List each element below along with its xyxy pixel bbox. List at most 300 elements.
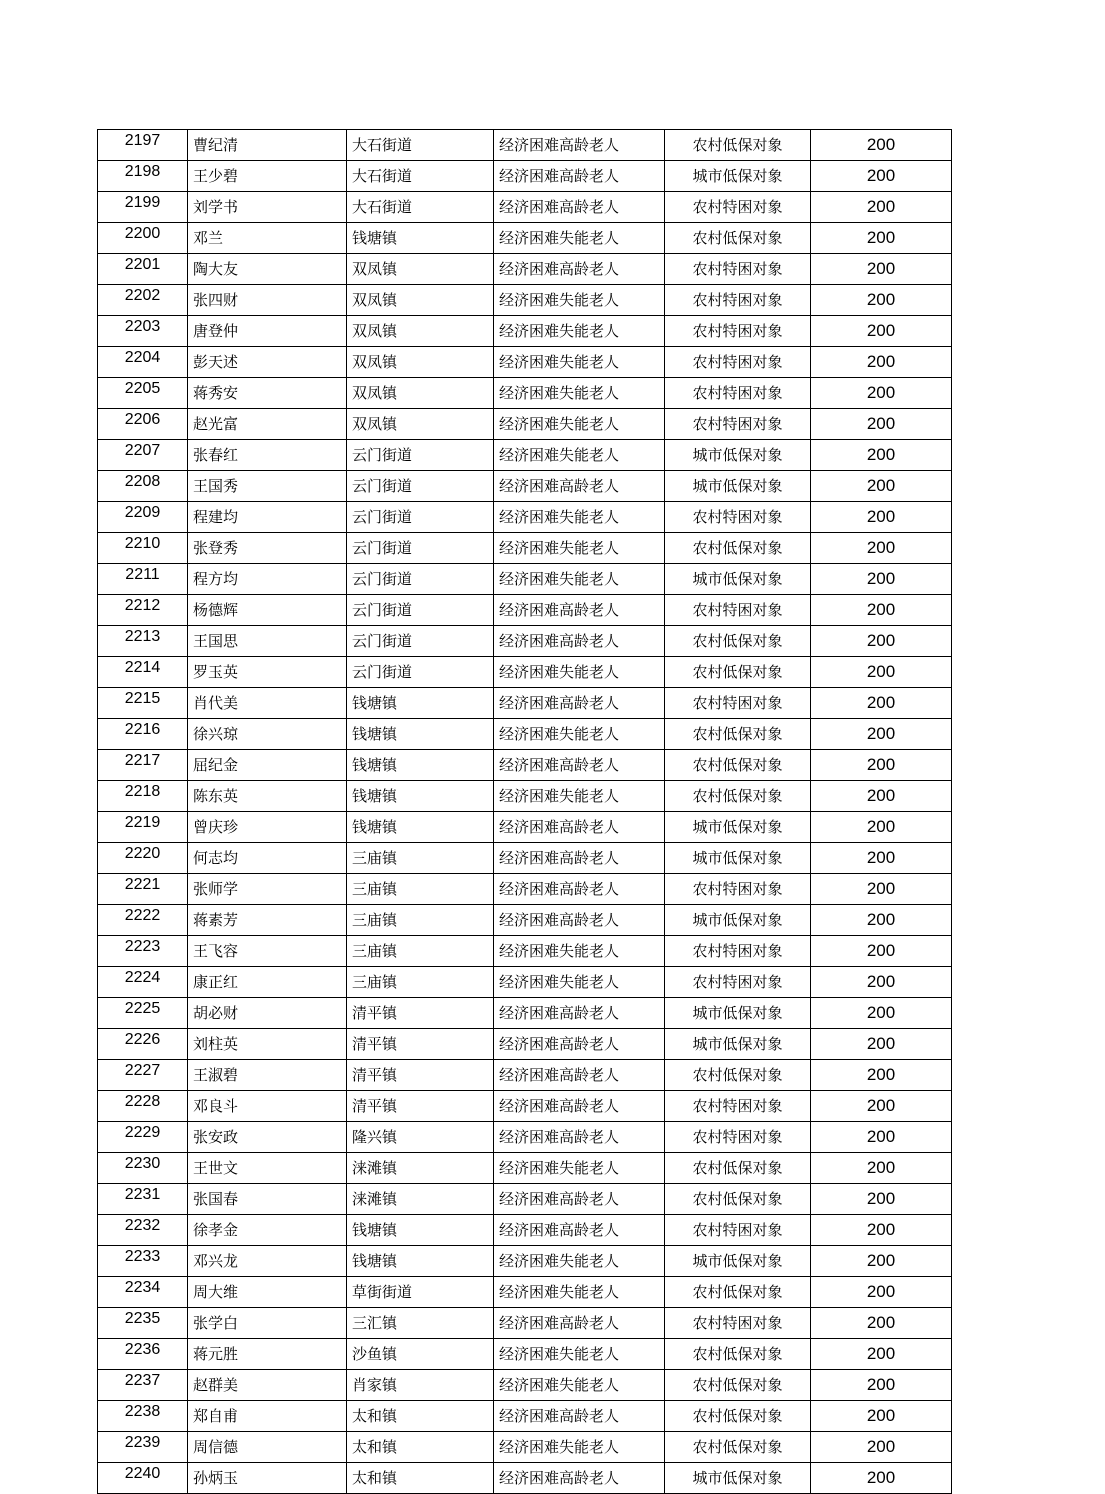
table-row [98, 1370, 952, 1401]
town-cell: 双凤镇 [347, 285, 494, 316]
table-row [98, 409, 952, 440]
name-cell: 彭天述 [188, 347, 347, 378]
recipient-category-cell: 城市低保对象 [665, 1029, 811, 1060]
amount-cell: 200 [811, 254, 952, 285]
row-number-cell: 2226 [98, 1029, 188, 1060]
table-row [98, 161, 952, 192]
amount-cell: 200 [811, 409, 952, 440]
assistance-type-cell: 经济困难高龄老人 [494, 1029, 665, 1060]
town-cell: 云门街道 [347, 626, 494, 657]
name-cell: 徐兴琼 [188, 719, 347, 750]
table-row [98, 1122, 952, 1153]
row-number-cell: 2219 [98, 812, 188, 843]
assistance-type-cell: 经济困难高龄老人 [494, 595, 665, 626]
row-number-cell: 2236 [98, 1339, 188, 1370]
recipient-category-cell: 城市低保对象 [665, 1246, 811, 1277]
town-cell: 云门街道 [347, 471, 494, 502]
table-row [98, 1308, 952, 1339]
amount-cell: 200 [811, 285, 952, 316]
recipient-category-cell: 农村特困对象 [665, 688, 811, 719]
name-cell: 邓兴龙 [188, 1246, 347, 1277]
name-cell: 王飞容 [188, 936, 347, 967]
row-number-cell: 2232 [98, 1215, 188, 1246]
amount-cell: 200 [811, 1246, 952, 1277]
name-cell: 郑自甫 [188, 1401, 347, 1432]
table-row [98, 998, 952, 1029]
row-number-cell: 2225 [98, 998, 188, 1029]
recipient-category-cell: 农村低保对象 [665, 223, 811, 254]
row-number-cell: 2212 [98, 595, 188, 626]
town-cell: 清平镇 [347, 998, 494, 1029]
town-cell: 三庙镇 [347, 936, 494, 967]
town-cell: 云门街道 [347, 564, 494, 595]
assistance-type-cell: 经济困难高龄老人 [494, 192, 665, 223]
amount-cell: 200 [811, 192, 952, 223]
amount-cell: 200 [811, 130, 952, 161]
table-row [98, 967, 952, 998]
row-number-cell: 2217 [98, 750, 188, 781]
town-cell: 涞滩镇 [347, 1153, 494, 1184]
name-cell: 肖代美 [188, 688, 347, 719]
assistance-type-cell: 经济困难失能老人 [494, 967, 665, 998]
row-number-cell: 2223 [98, 936, 188, 967]
name-cell: 王国思 [188, 626, 347, 657]
table-row [98, 719, 952, 750]
town-cell: 钱塘镇 [347, 688, 494, 719]
town-cell: 双凤镇 [347, 316, 494, 347]
town-cell: 双凤镇 [347, 409, 494, 440]
assistance-type-cell: 经济困难失能老人 [494, 1432, 665, 1463]
row-number-cell: 2206 [98, 409, 188, 440]
table-body [98, 130, 952, 1494]
row-number-cell: 2197 [98, 130, 188, 161]
amount-cell: 200 [811, 1184, 952, 1215]
amount-cell: 200 [811, 1215, 952, 1246]
recipient-category-cell: 农村特困对象 [665, 1215, 811, 1246]
table-row [98, 1401, 952, 1432]
recipient-category-cell: 农村特困对象 [665, 378, 811, 409]
row-number-cell: 2237 [98, 1370, 188, 1401]
amount-cell: 200 [811, 471, 952, 502]
recipient-category-cell: 农村低保对象 [665, 1060, 811, 1091]
assistance-type-cell: 经济困难失能老人 [494, 1246, 665, 1277]
name-cell: 杨德辉 [188, 595, 347, 626]
recipient-category-cell: 农村特困对象 [665, 347, 811, 378]
table-row [98, 936, 952, 967]
amount-cell: 200 [811, 161, 952, 192]
name-cell: 康正红 [188, 967, 347, 998]
amount-cell: 200 [811, 347, 952, 378]
assistance-type-cell: 经济困难失能老人 [494, 1153, 665, 1184]
table-row [98, 626, 952, 657]
amount-cell: 200 [811, 595, 952, 626]
row-number-cell: 2218 [98, 781, 188, 812]
table-row [98, 750, 952, 781]
recipient-category-cell: 农村特困对象 [665, 285, 811, 316]
row-number-cell: 2240 [98, 1463, 188, 1494]
town-cell: 大石街道 [347, 192, 494, 223]
recipient-category-cell: 农村低保对象 [665, 1401, 811, 1432]
name-cell: 邓兰 [188, 223, 347, 254]
recipient-category-cell: 农村低保对象 [665, 1184, 811, 1215]
amount-cell: 200 [811, 719, 952, 750]
name-cell: 赵群美 [188, 1370, 347, 1401]
town-cell: 钱塘镇 [347, 750, 494, 781]
recipient-category-cell: 城市低保对象 [665, 471, 811, 502]
town-cell: 太和镇 [347, 1432, 494, 1463]
name-cell: 刘柱英 [188, 1029, 347, 1060]
name-cell: 程建均 [188, 502, 347, 533]
amount-cell: 200 [811, 874, 952, 905]
row-number-cell: 2239 [98, 1432, 188, 1463]
row-number-cell: 2215 [98, 688, 188, 719]
assistance-type-cell: 经济困难高龄老人 [494, 688, 665, 719]
name-cell: 陶大友 [188, 254, 347, 285]
name-cell: 王淑碧 [188, 1060, 347, 1091]
town-cell: 沙鱼镇 [347, 1339, 494, 1370]
row-number-cell: 2235 [98, 1308, 188, 1339]
row-number-cell: 2238 [98, 1401, 188, 1432]
row-number-cell: 2228 [98, 1091, 188, 1122]
recipient-category-cell: 城市低保对象 [665, 1463, 811, 1494]
table-row [98, 378, 952, 409]
amount-cell: 200 [811, 223, 952, 254]
town-cell: 云门街道 [347, 502, 494, 533]
recipient-category-cell: 农村特困对象 [665, 936, 811, 967]
row-number-cell: 2224 [98, 967, 188, 998]
table-row [98, 1029, 952, 1060]
town-cell: 云门街道 [347, 533, 494, 564]
assistance-type-cell: 经济困难高龄老人 [494, 750, 665, 781]
row-number-cell: 2216 [98, 719, 188, 750]
name-cell: 蒋元胜 [188, 1339, 347, 1370]
town-cell: 双凤镇 [347, 378, 494, 409]
row-number-cell: 2198 [98, 161, 188, 192]
assistance-type-cell: 经济困难高龄老人 [494, 874, 665, 905]
name-cell: 蒋素芳 [188, 905, 347, 936]
row-number-cell: 2221 [98, 874, 188, 905]
table-row [98, 657, 952, 688]
amount-cell: 200 [811, 440, 952, 471]
assistance-type-cell: 经济困难高龄老人 [494, 1091, 665, 1122]
name-cell: 何志均 [188, 843, 347, 874]
town-cell: 大石街道 [347, 130, 494, 161]
row-number-cell: 2210 [98, 533, 188, 564]
table-row [98, 1060, 952, 1091]
assistance-type-cell: 经济困难失能老人 [494, 719, 665, 750]
assistance-type-cell: 经济困难高龄老人 [494, 1463, 665, 1494]
row-number-cell: 2230 [98, 1153, 188, 1184]
recipient-category-cell: 城市低保对象 [665, 564, 811, 595]
assistance-type-cell: 经济困难失能老人 [494, 564, 665, 595]
table-row [98, 1184, 952, 1215]
row-number-cell: 2213 [98, 626, 188, 657]
town-cell: 肖家镇 [347, 1370, 494, 1401]
assistance-type-cell: 经济困难失能老人 [494, 409, 665, 440]
town-cell: 钱塘镇 [347, 812, 494, 843]
recipient-category-cell: 农村特困对象 [665, 595, 811, 626]
row-number-cell: 2222 [98, 905, 188, 936]
assistance-type-cell: 经济困难高龄老人 [494, 998, 665, 1029]
name-cell: 程方均 [188, 564, 347, 595]
table-row [98, 347, 952, 378]
recipient-category-cell: 农村特困对象 [665, 502, 811, 533]
recipient-category-cell: 农村低保对象 [665, 533, 811, 564]
town-cell: 清平镇 [347, 1060, 494, 1091]
assistance-type-cell: 经济困难高龄老人 [494, 1184, 665, 1215]
amount-cell: 200 [811, 843, 952, 874]
assistance-type-cell: 经济困难高龄老人 [494, 1401, 665, 1432]
name-cell: 邓良斗 [188, 1091, 347, 1122]
name-cell: 张登秀 [188, 533, 347, 564]
table-row [98, 471, 952, 502]
table-row [98, 285, 952, 316]
name-cell: 张春红 [188, 440, 347, 471]
assistance-type-cell: 经济困难失能老人 [494, 285, 665, 316]
assistance-type-cell: 经济困难高龄老人 [494, 812, 665, 843]
table-row [98, 130, 952, 161]
assistance-type-cell: 经济困难高龄老人 [494, 1060, 665, 1091]
amount-cell: 200 [811, 1277, 952, 1308]
assistance-type-cell: 经济困难高龄老人 [494, 1122, 665, 1153]
town-cell: 隆兴镇 [347, 1122, 494, 1153]
recipient-category-cell: 农村低保对象 [665, 1370, 811, 1401]
town-cell: 清平镇 [347, 1091, 494, 1122]
assistance-type-cell: 经济困难失能老人 [494, 533, 665, 564]
amount-cell: 200 [811, 905, 952, 936]
name-cell: 张学白 [188, 1308, 347, 1339]
table-row [98, 688, 952, 719]
amount-cell: 200 [811, 1029, 952, 1060]
assistance-type-cell: 经济困难失能老人 [494, 223, 665, 254]
town-cell: 钱塘镇 [347, 1215, 494, 1246]
table-row [98, 874, 952, 905]
assistance-type-cell: 经济困难高龄老人 [494, 843, 665, 874]
town-cell: 太和镇 [347, 1463, 494, 1494]
assistance-type-cell: 经济困难失能老人 [494, 378, 665, 409]
town-cell: 草街街道 [347, 1277, 494, 1308]
amount-cell: 200 [811, 812, 952, 843]
recipient-category-cell: 农村特困对象 [665, 316, 811, 347]
row-number-cell: 2234 [98, 1277, 188, 1308]
recipient-category-cell: 城市低保对象 [665, 161, 811, 192]
assistance-type-cell: 经济困难失能老人 [494, 1277, 665, 1308]
row-number-cell: 2205 [98, 378, 188, 409]
assistance-type-cell: 经济困难失能老人 [494, 1370, 665, 1401]
town-cell: 云门街道 [347, 657, 494, 688]
name-cell: 罗玉英 [188, 657, 347, 688]
name-cell: 屈纪金 [188, 750, 347, 781]
name-cell: 曹纪清 [188, 130, 347, 161]
town-cell: 太和镇 [347, 1401, 494, 1432]
name-cell: 曾庆珍 [188, 812, 347, 843]
table-row [98, 1463, 952, 1494]
row-number-cell: 2229 [98, 1122, 188, 1153]
recipient-category-cell: 城市低保对象 [665, 812, 811, 843]
recipient-category-cell: 农村低保对象 [665, 657, 811, 688]
row-number-cell: 2204 [98, 347, 188, 378]
name-cell: 唐登仲 [188, 316, 347, 347]
assistance-type-cell: 经济困难失能老人 [494, 440, 665, 471]
table-row [98, 595, 952, 626]
town-cell: 三庙镇 [347, 967, 494, 998]
amount-cell: 200 [811, 378, 952, 409]
recipient-category-cell: 农村特困对象 [665, 1122, 811, 1153]
recipient-category-cell: 城市低保对象 [665, 998, 811, 1029]
amount-cell: 200 [811, 1370, 952, 1401]
town-cell: 双凤镇 [347, 347, 494, 378]
amount-cell: 200 [811, 1060, 952, 1091]
table-row [98, 1246, 952, 1277]
town-cell: 钱塘镇 [347, 781, 494, 812]
table-row [98, 1215, 952, 1246]
table-row [98, 1339, 952, 1370]
amount-cell: 200 [811, 1091, 952, 1122]
table-row [98, 192, 952, 223]
amount-cell: 200 [811, 688, 952, 719]
assistance-type-cell: 经济困难失能老人 [494, 347, 665, 378]
name-cell: 蒋秀安 [188, 378, 347, 409]
amount-cell: 200 [811, 316, 952, 347]
name-cell: 陈东英 [188, 781, 347, 812]
amount-cell: 200 [811, 750, 952, 781]
amount-cell: 200 [811, 502, 952, 533]
recipient-category-cell: 城市低保对象 [665, 905, 811, 936]
row-number-cell: 2200 [98, 223, 188, 254]
name-cell: 王世文 [188, 1153, 347, 1184]
name-cell: 徐孝金 [188, 1215, 347, 1246]
amount-cell: 200 [811, 533, 952, 564]
amount-cell: 200 [811, 1463, 952, 1494]
recipient-category-cell: 农村低保对象 [665, 719, 811, 750]
recipient-category-cell: 农村特困对象 [665, 254, 811, 285]
table-row [98, 781, 952, 812]
amount-cell: 200 [811, 1153, 952, 1184]
table-row [98, 843, 952, 874]
amount-cell: 200 [811, 1432, 952, 1463]
name-cell: 周大维 [188, 1277, 347, 1308]
table-row [98, 223, 952, 254]
table-row [98, 1091, 952, 1122]
name-cell: 张四财 [188, 285, 347, 316]
row-number-cell: 2203 [98, 316, 188, 347]
row-number-cell: 2220 [98, 843, 188, 874]
town-cell: 云门街道 [347, 595, 494, 626]
name-cell: 王少碧 [188, 161, 347, 192]
assistance-type-cell: 经济困难高龄老人 [494, 1215, 665, 1246]
row-number-cell: 2214 [98, 657, 188, 688]
table-row [98, 1277, 952, 1308]
recipient-category-cell: 农村低保对象 [665, 626, 811, 657]
recipient-category-cell: 农村低保对象 [665, 750, 811, 781]
recipient-category-cell: 农村低保对象 [665, 1277, 811, 1308]
town-cell: 清平镇 [347, 1029, 494, 1060]
assistance-type-cell: 经济困难失能老人 [494, 316, 665, 347]
recipient-category-cell: 农村特困对象 [665, 192, 811, 223]
name-cell: 赵光富 [188, 409, 347, 440]
table-row [98, 812, 952, 843]
row-number-cell: 2227 [98, 1060, 188, 1091]
table-row [98, 1153, 952, 1184]
assistance-type-cell: 经济困难高龄老人 [494, 161, 665, 192]
assistance-type-cell: 经济困难高龄老人 [494, 1308, 665, 1339]
table-row [98, 316, 952, 347]
town-cell: 涞滩镇 [347, 1184, 494, 1215]
row-number-cell: 2207 [98, 440, 188, 471]
row-number-cell: 2211 [98, 564, 188, 595]
assistance-type-cell: 经济困难失能老人 [494, 936, 665, 967]
amount-cell: 200 [811, 657, 952, 688]
recipient-category-cell: 农村低保对象 [665, 1153, 811, 1184]
town-cell: 钱塘镇 [347, 719, 494, 750]
table-row [98, 564, 952, 595]
recipient-category-cell: 农村低保对象 [665, 1339, 811, 1370]
amount-cell: 200 [811, 626, 952, 657]
assistance-type-cell: 经济困难高龄老人 [494, 254, 665, 285]
row-number-cell: 2202 [98, 285, 188, 316]
row-number-cell: 2199 [98, 192, 188, 223]
table-row [98, 254, 952, 285]
name-cell: 周信德 [188, 1432, 347, 1463]
amount-cell: 200 [811, 781, 952, 812]
name-cell: 王国秀 [188, 471, 347, 502]
amount-cell: 200 [811, 967, 952, 998]
town-cell: 三汇镇 [347, 1308, 494, 1339]
table-row [98, 1432, 952, 1463]
table-row [98, 502, 952, 533]
recipient-category-cell: 农村特困对象 [665, 1308, 811, 1339]
assistance-type-cell: 经济困难高龄老人 [494, 471, 665, 502]
row-number-cell: 2233 [98, 1246, 188, 1277]
town-cell: 云门街道 [347, 440, 494, 471]
amount-cell: 200 [811, 564, 952, 595]
town-cell: 三庙镇 [347, 905, 494, 936]
assistance-type-cell: 经济困难高龄老人 [494, 130, 665, 161]
name-cell: 胡必财 [188, 998, 347, 1029]
name-cell: 张安政 [188, 1122, 347, 1153]
amount-cell: 200 [811, 1401, 952, 1432]
recipient-category-cell: 城市低保对象 [665, 843, 811, 874]
recipient-category-cell: 农村特困对象 [665, 409, 811, 440]
town-cell: 三庙镇 [347, 874, 494, 905]
row-number-cell: 2208 [98, 471, 188, 502]
row-number-cell: 2231 [98, 1184, 188, 1215]
name-cell: 张国春 [188, 1184, 347, 1215]
assistance-type-cell: 经济困难失能老人 [494, 781, 665, 812]
subsidy-table [97, 129, 952, 1494]
table-row [98, 905, 952, 936]
name-cell: 刘学书 [188, 192, 347, 223]
amount-cell: 200 [811, 1308, 952, 1339]
recipient-category-cell: 农村低保对象 [665, 130, 811, 161]
recipient-category-cell: 农村特困对象 [665, 1091, 811, 1122]
amount-cell: 200 [811, 1122, 952, 1153]
amount-cell: 200 [811, 998, 952, 1029]
name-cell: 孙炳玉 [188, 1463, 347, 1494]
amount-cell: 200 [811, 1339, 952, 1370]
table-row [98, 533, 952, 564]
recipient-category-cell: 农村低保对象 [665, 781, 811, 812]
assistance-type-cell: 经济困难失能老人 [494, 657, 665, 688]
assistance-type-cell: 经济困难高龄老人 [494, 626, 665, 657]
town-cell: 钱塘镇 [347, 223, 494, 254]
assistance-type-cell: 经济困难失能老人 [494, 1339, 665, 1370]
town-cell: 钱塘镇 [347, 1246, 494, 1277]
assistance-type-cell: 经济困难失能老人 [494, 502, 665, 533]
recipient-category-cell: 农村特困对象 [665, 967, 811, 998]
row-number-cell: 2209 [98, 502, 188, 533]
town-cell: 大石街道 [347, 161, 494, 192]
